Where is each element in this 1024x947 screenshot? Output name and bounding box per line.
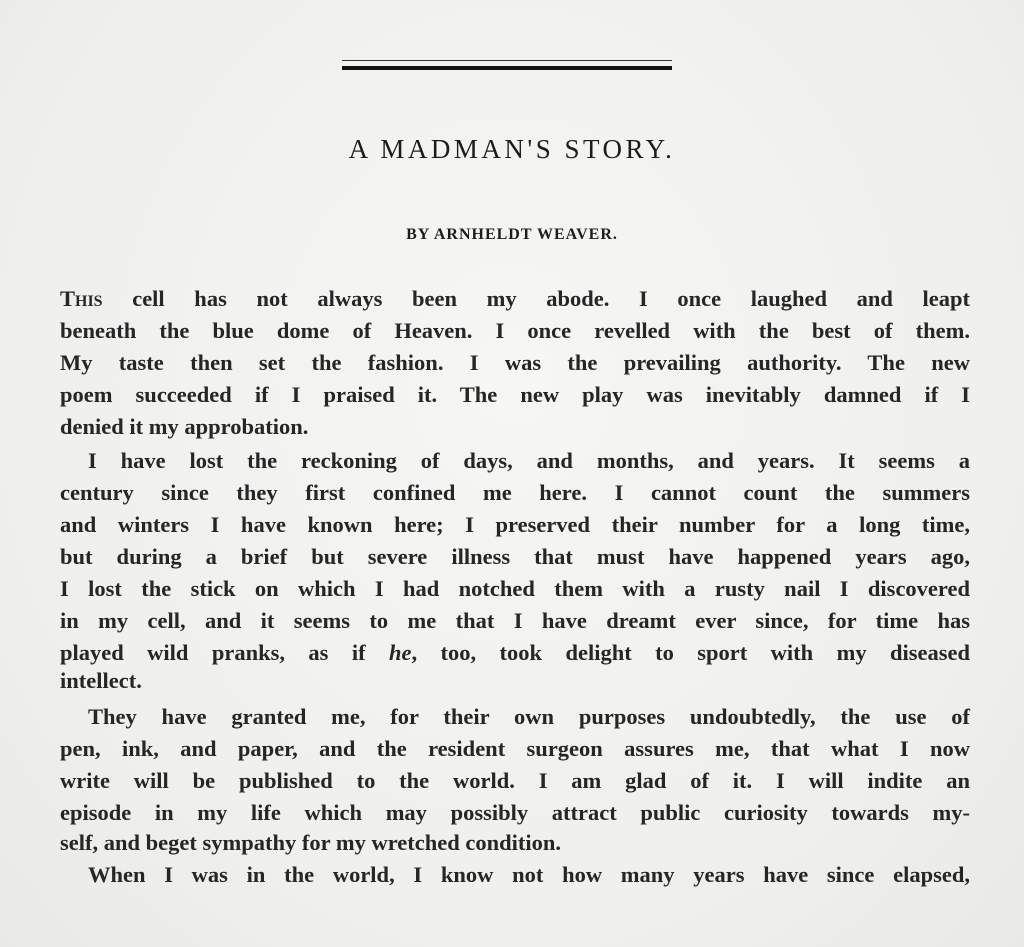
text-line: They have granted me, for their own purposes undoubtedly, the use of — [88, 704, 970, 729]
text-line: beneath the blue dome of Heaven. I once revelled with the best of them. — [60, 318, 970, 343]
text-line: and winters I have known here; I preserved their number for a long time, — [60, 512, 970, 537]
text-line: intellect. — [60, 668, 142, 693]
header-rule-thin — [342, 60, 672, 61]
text-line: episode in my life which may possibly attract public curiosity towards my- — [60, 800, 970, 825]
text-line: denied it my approbation. — [60, 414, 309, 439]
text-line: My taste then set the fashion. I was the prevailing authority. The new — [60, 350, 970, 375]
text-line: I lost the stick on which I had notched them with a rusty nail I discovered — [60, 576, 970, 601]
text-line: write will be published to the world. I am glad of it. I will indite an — [60, 768, 970, 793]
author-byline: BY ARNHELDT WEAVER. — [406, 226, 618, 243]
text-line: I have lost the reckoning of days, and months, and years. It seems a — [88, 448, 970, 473]
text-line: pen, ink, and paper, and the resident surgeon assures me, that what I now — [60, 736, 970, 761]
header-rule-thick — [342, 66, 672, 70]
text-line: in my cell, and it seems to me that I have dreamt ever since, for time has — [60, 608, 970, 633]
text-line: poem succeeded if I praised it. The new play was inevitably damned if I — [60, 382, 970, 407]
text-line: This cell has not always been my abode. I once laughed and leapt — [60, 286, 970, 311]
text-line: When I was in the world, I know not how many years have since elapsed, — [88, 862, 970, 887]
text-line: but during a brief but severe illness that must have happened years ago, — [60, 544, 970, 569]
text-line: century since they first confined me here. I cannot count the summers — [60, 480, 970, 505]
story-title: A MADMAN'S STORY. — [348, 134, 676, 164]
text-line: played wild pranks, as if he, too, took delight to sport with my diseased — [60, 640, 971, 665]
text-line: self, and beget sympathy for my wretched condition. — [60, 830, 562, 855]
